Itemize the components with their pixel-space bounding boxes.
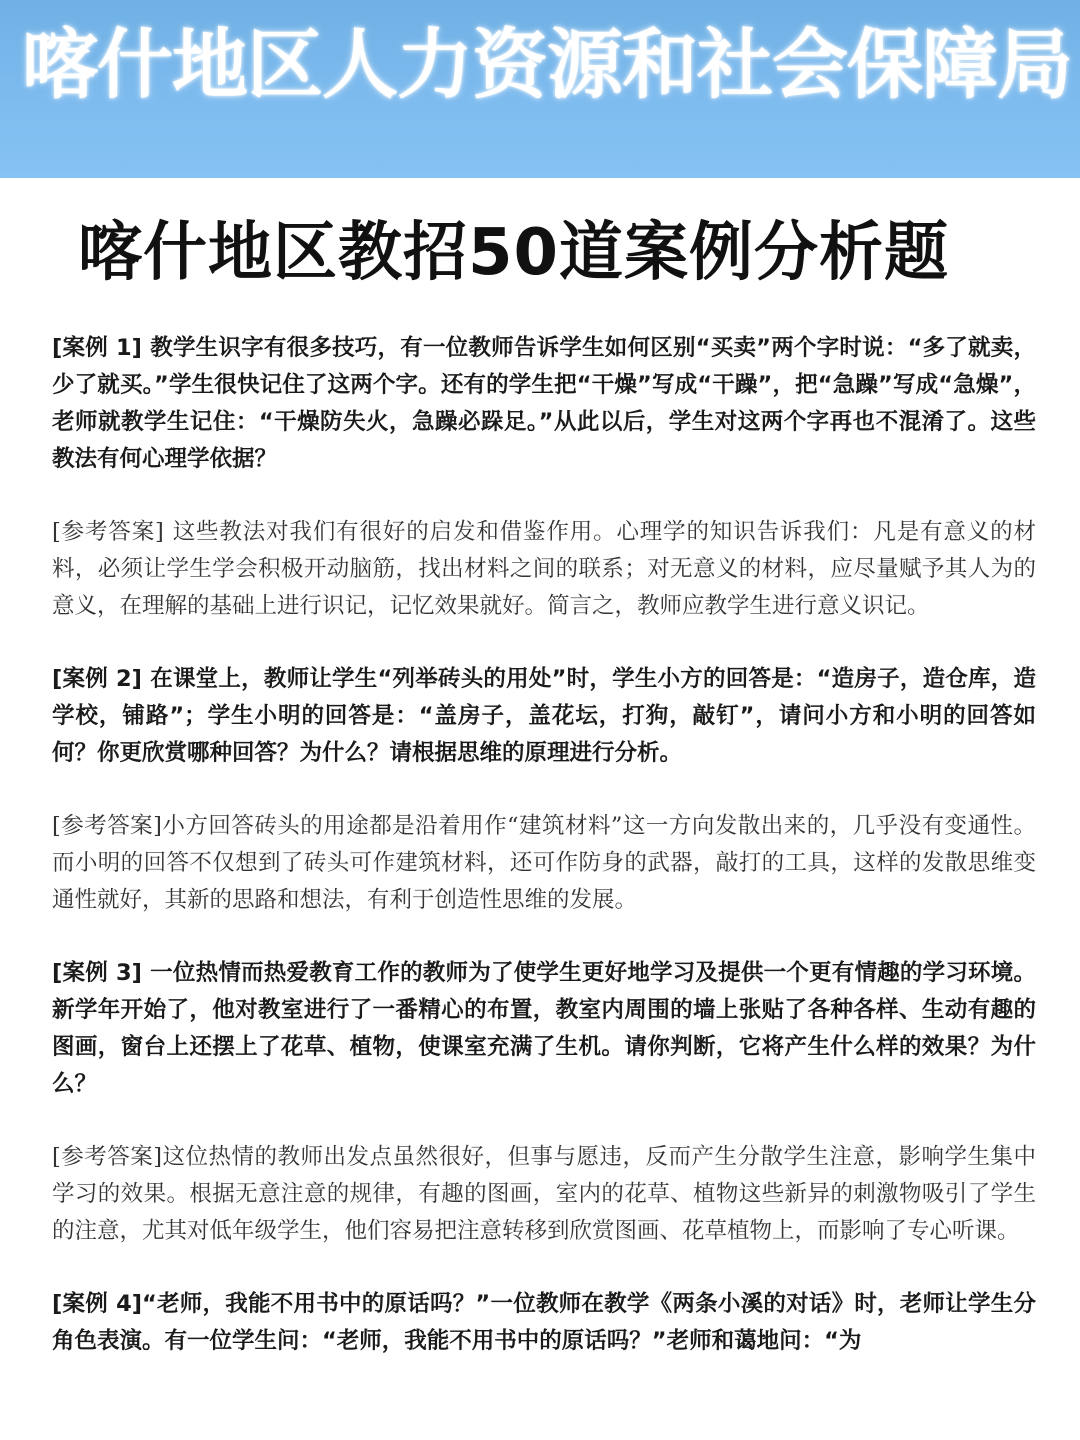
document-body [52, 330, 1036, 1360]
case-question-text: “老师，我能不用书中的原话吗？”一位教师在教学《两条小溪的对话》时，老师让学生分角色表演。有一位学生问：“老师，我能不用书中的原话吗？”老师和蔼地问：“为 [52, 1291, 1037, 1354]
answer-label: [参考答案] [52, 519, 164, 545]
answer-label: [参考答案] [52, 1144, 163, 1170]
case-question-text: 在课堂上，教师让学生“列举砖头的用处”时，学生小方的回答是：“造房子，造仓库，造学校，铺路”；学生小明的回答是：“盖房子，盖花坛，打狗，敲钉”，请问小方和小明的回答如何？你更欣赏哪种回答？为什么？请根据思维的原理进行分析。 [52, 666, 1036, 766]
case-answer [52, 808, 1036, 919]
case-answer-text: 这位热情的教师出发点虽然很好，但事与愿违，反而产生分散学生注意，影响学生集中学习的效果。根据无意注意的规律，有趣的图画，室内的花草、植物这些新异的刺激物吸引了学生的注意，尤其对低年级学生，他们容易把注意转移到欣赏图画、花草植物上，而影响了专心听课。 [52, 1144, 1036, 1244]
case-answer-text: 这些教法对我们有很好的启发和借鉴作用。心理学的知识告诉我们：凡是有意义的材料，必须让学生学会积极开动脑筋，找出材料之间的联系；对无意义的材料，应尽量赋予其人为的意义，在理解的基础上进行识记，记忆效果就好。简言之，教师应教学生进行意义识记。 [52, 519, 1036, 619]
answer-label: [参考答案] [52, 813, 162, 839]
header-banner [0, 0, 1080, 178]
case-answer-text: 小方回答砖头的用途都是沿着用作“建筑材料”这一方向发散出来的，几乎没有变通性。而小明的回答不仅想到了砖头可作建筑材料，还可作防身的武器，敲打的工具，这样的发散思维变通性就好，其新的思路和想法，有利于创造性思维的发展。 [52, 813, 1036, 913]
case-label: [案例 2] [52, 666, 142, 692]
case-label: [案例 3] [52, 960, 142, 986]
case-label: [案例 4] [52, 1291, 143, 1317]
case-question [52, 1286, 1036, 1360]
case-question-text: 一位热情而热爱教育工作的教师为了使学生更好地学习及提供一个更有情趣的学习环境。新学年开始了，他对教室进行了一番精心的布置，教室内周围的墙上张贴了各种各样、生动有趣的图画，窗台上还摆上了花草、植物，使课室充满了生机。请你判断，它将产生什么样的效果？为什么？ [52, 960, 1036, 1097]
case-answer [52, 1139, 1036, 1250]
case-question [52, 661, 1036, 772]
case-question-text: 教学生识字有很多技巧，有一位教师告诉学生如何区别“买卖”两个字时说：“多了就卖，少了就买。”学生很快记住了这两个字。还有的学生把“干燥”写成“干躁”，把“急躁”写成“急燥”，老师就教学生记住：“干燥防失火，急躁必跺足。”从此以后，学生对这两个字再也不混淆了。这些教法有何心理学依据？ [52, 335, 1036, 472]
document-title: 喀什地区教招50道案例分析题 [78, 216, 950, 290]
case-label: [案例 1] [52, 335, 142, 361]
case-question [52, 330, 1036, 478]
case-question [52, 955, 1036, 1103]
banner-title: 喀什地区人力资源和社会保障局 [22, 20, 1072, 109]
case-answer [52, 514, 1036, 625]
